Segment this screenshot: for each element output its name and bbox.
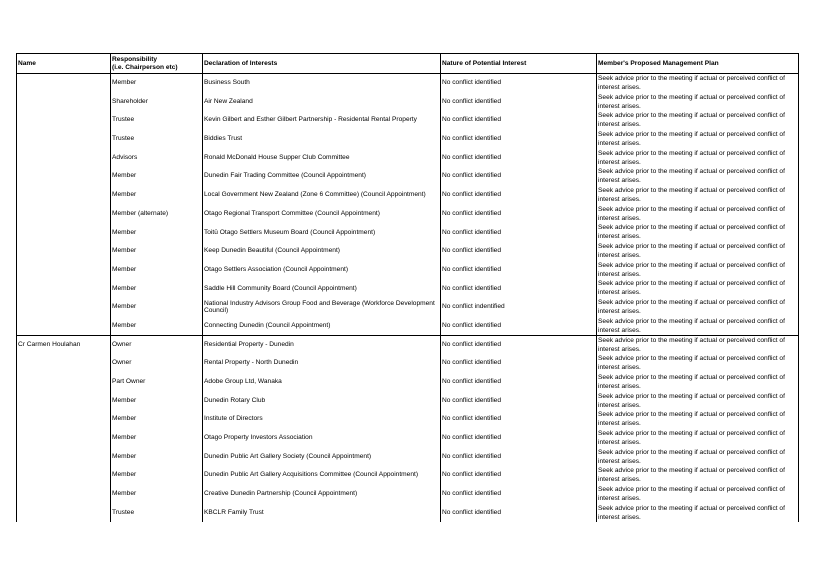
cell-plan: Seek advice prior to the meeting if actual or perceived conflict of interest arises. xyxy=(597,485,799,504)
cell-plan: Seek advice prior to the meeting if actual or perceived conflict of interest arises. xyxy=(597,130,799,149)
cell-plan: Seek advice prior to the meeting if actual or perceived conflict of interest arises. xyxy=(597,74,799,93)
cell-name xyxy=(17,111,111,130)
cell-name xyxy=(17,130,111,149)
cell-nature: No conflict identified xyxy=(441,391,597,410)
cell-plan: Seek advice prior to the meeting if actual or perceived conflict of interest arises. xyxy=(597,429,799,448)
cell-plan: Seek advice prior to the meeting if actual or perceived conflict of interest arises. xyxy=(597,373,799,392)
cell-name xyxy=(17,260,111,279)
cell-responsibility: Member xyxy=(111,429,203,448)
cell-name xyxy=(17,242,111,261)
cell-responsibility: Member xyxy=(111,391,203,410)
cell-nature: No conflict identified xyxy=(441,466,597,485)
header-row xyxy=(17,54,799,74)
cell-nature: No conflict identified xyxy=(441,335,597,354)
header-name: Name xyxy=(17,54,111,74)
cell-declaration: Air New Zealand xyxy=(203,92,441,111)
cell-plan: Seek advice prior to the meeting if actual or perceived conflict of interest arises. xyxy=(597,204,799,223)
table-row xyxy=(17,204,799,223)
cell-declaration: Otago Settlers Association (Council Appointment) xyxy=(203,260,441,279)
cell-plan: Seek advice prior to the meeting if actual or perceived conflict of interest arises. xyxy=(597,447,799,466)
cell-nature: No conflict identified xyxy=(441,485,597,504)
cell-nature: No conflict identified xyxy=(441,167,597,186)
table-row xyxy=(17,111,799,130)
table-row xyxy=(17,148,799,167)
cell-responsibility: Member xyxy=(111,410,203,429)
table-row xyxy=(17,74,799,93)
table-row xyxy=(17,335,799,354)
cell-nature: No conflict identified xyxy=(441,503,597,522)
table-row xyxy=(17,373,799,392)
cell-plan: Seek advice prior to the meeting if actual or perceived conflict of interest arises. xyxy=(597,242,799,261)
cell-plan: Seek advice prior to the meeting if actual or perceived conflict of interest arises. xyxy=(597,186,799,205)
cell-name xyxy=(17,447,111,466)
table-row xyxy=(17,316,799,335)
cell-declaration: Ronald McDonald House Supper Club Committee xyxy=(203,148,441,167)
cell-nature: No conflict identified xyxy=(441,111,597,130)
cell-plan: Seek advice prior to the meeting if actual or perceived conflict of interest arises. xyxy=(597,279,799,298)
cell-name xyxy=(17,503,111,522)
cell-responsibility: Member xyxy=(111,485,203,504)
cell-declaration: Dunedin Fair Trading Committee (Council Appointment) xyxy=(203,167,441,186)
cell-declaration: KBCLR Family Trust xyxy=(203,503,441,522)
cell-responsibility: Trustee xyxy=(111,503,203,522)
cell-declaration: Dunedin Public Art Gallery Acquisitions Committee (Council Appointment) xyxy=(203,466,441,485)
cell-responsibility: Member xyxy=(111,74,203,93)
cell-declaration: Connecting Dunedin (Council Appointment) xyxy=(203,316,441,335)
table-row xyxy=(17,167,799,186)
cell-plan: Seek advice prior to the meeting if actual or perceived conflict of interest arises. xyxy=(597,466,799,485)
cell-responsibility: Member xyxy=(111,242,203,261)
cell-name xyxy=(17,74,111,93)
cell-nature: No conflict identified xyxy=(441,354,597,373)
cell-responsibility: Member xyxy=(111,167,203,186)
cell-name xyxy=(17,316,111,335)
cell-nature: No conflict identified xyxy=(441,186,597,205)
cell-nature: No conflict identified xyxy=(441,74,597,93)
cell-plan: Seek advice prior to the meeting if actual or perceived conflict of interest arises. xyxy=(597,335,799,354)
table-row xyxy=(17,410,799,429)
cell-nature: No conflict identified xyxy=(441,242,597,261)
cell-declaration: Institute of Directors xyxy=(203,410,441,429)
table-row xyxy=(17,130,799,149)
cell-responsibility: Member xyxy=(111,316,203,335)
cell-name xyxy=(17,148,111,167)
cell-plan: Seek advice prior to the meeting if actual or perceived conflict of interest arises. xyxy=(597,410,799,429)
cell-nature: No conflict identified xyxy=(441,410,597,429)
cell-declaration: Local Government New Zealand (Zone 6 Committee) (Council Appointment) xyxy=(203,186,441,205)
table-row xyxy=(17,447,799,466)
cell-nature: No conflict identified xyxy=(441,148,597,167)
cell-name xyxy=(17,410,111,429)
cell-name xyxy=(17,429,111,448)
table-row xyxy=(17,354,799,373)
cell-plan: Seek advice prior to the meeting if actual or perceived conflict of interest arises. xyxy=(597,111,799,130)
table-row xyxy=(17,391,799,410)
cell-declaration: Saddle Hill Community Board (Council Appointment) xyxy=(203,279,441,298)
cell-name xyxy=(17,485,111,504)
interests-register-table xyxy=(16,53,799,522)
header-nature: Nature of Potential Interest xyxy=(441,54,597,74)
cell-name: Cr Carmen Houlahan xyxy=(17,335,111,354)
cell-responsibility: Member xyxy=(111,223,203,242)
cell-nature: No conflict identified xyxy=(441,260,597,279)
cell-declaration: Adobe Group Ltd, Wanaka xyxy=(203,373,441,392)
cell-plan: Seek advice prior to the meeting if actual or perceived conflict of interest arises. xyxy=(597,503,799,522)
cell-declaration: Keep Dunedin Beautiful (Council Appointment) xyxy=(203,242,441,261)
cell-nature: No conflict identified xyxy=(441,373,597,392)
cell-declaration: Kevin Gilbert and Esther Gilbert Partnership - Residental Rental Property xyxy=(203,111,441,130)
cell-responsibility: Member (alternate) xyxy=(111,204,203,223)
cell-responsibility: Owner xyxy=(111,354,203,373)
cell-plan: Seek advice prior to the meeting if actual or perceived conflict of interest arises. xyxy=(597,167,799,186)
table-row xyxy=(17,485,799,504)
cell-declaration: Creative Dunedin Partnership (Council Appointment) xyxy=(203,485,441,504)
table-row xyxy=(17,503,799,522)
table-row xyxy=(17,92,799,111)
cell-name xyxy=(17,223,111,242)
cell-nature: No conflict identified xyxy=(441,279,597,298)
cell-name xyxy=(17,186,111,205)
cell-responsibility: Member xyxy=(111,298,203,317)
cell-declaration: National Industry Advisors Group Food and Beverage (Workforce Development Council) xyxy=(203,298,441,317)
cell-nature: No conflict identified xyxy=(441,204,597,223)
cell-responsibility: Owner xyxy=(111,335,203,354)
cell-plan: Seek advice prior to the meeting if actual or perceived conflict of interest arises. xyxy=(597,148,799,167)
cell-plan: Seek advice prior to the meeting if actual or perceived conflict of interest arises. xyxy=(597,92,799,111)
cell-plan: Seek advice prior to the meeting if actual or perceived conflict of interest arises. xyxy=(597,260,799,279)
table-row xyxy=(17,429,799,448)
table-row xyxy=(17,223,799,242)
cell-plan: Seek advice prior to the meeting if actual or perceived conflict of interest arises. xyxy=(597,354,799,373)
cell-responsibility: Member xyxy=(111,260,203,279)
cell-plan: Seek advice prior to the meeting if actual or perceived conflict of interest arises. xyxy=(597,223,799,242)
header-declaration: Declaration of Interests xyxy=(203,54,441,74)
cell-responsibility: Member xyxy=(111,466,203,485)
cell-nature: No conflict identified xyxy=(441,130,597,149)
cell-name xyxy=(17,279,111,298)
header-responsibility: Responsibility (i.e. Chairperson etc) xyxy=(111,54,203,74)
cell-name xyxy=(17,92,111,111)
cell-name xyxy=(17,466,111,485)
table-row xyxy=(17,279,799,298)
cell-responsibility: Member xyxy=(111,279,203,298)
cell-nature: No conflict identified xyxy=(441,447,597,466)
cell-name xyxy=(17,354,111,373)
cell-plan: Seek advice prior to the meeting if actual or perceived conflict of interest arises. xyxy=(597,391,799,410)
table-row xyxy=(17,298,799,317)
cell-nature: No conflict identified xyxy=(441,316,597,335)
cell-declaration: Residential Property - Dunedin xyxy=(203,335,441,354)
cell-nature: No conflict identified xyxy=(441,429,597,448)
cell-declaration: Toitū Otago Settlers Museum Board (Council Appointment) xyxy=(203,223,441,242)
cell-plan: Seek advice prior to the meeting if actual or perceived conflict of interest arises. xyxy=(597,298,799,317)
cell-declaration: Dunedin Rotary Club xyxy=(203,391,441,410)
cell-responsibility: Part Owner xyxy=(111,373,203,392)
cell-declaration: Business South xyxy=(203,74,441,93)
cell-name xyxy=(17,204,111,223)
cell-nature: No conflict identified xyxy=(441,223,597,242)
cell-declaration: Dunedin Public Art Gallery Society (Council Appointment) xyxy=(203,447,441,466)
table-row xyxy=(17,242,799,261)
cell-responsibility: Member xyxy=(111,186,203,205)
cell-name xyxy=(17,167,111,186)
cell-nature: No conflict identified xyxy=(441,92,597,111)
table-row xyxy=(17,260,799,279)
cell-name xyxy=(17,373,111,392)
cell-plan: Seek advice prior to the meeting if actual or perceived conflict of interest arises. xyxy=(597,316,799,335)
cell-name xyxy=(17,391,111,410)
table-row xyxy=(17,186,799,205)
cell-responsibility: Member xyxy=(111,447,203,466)
cell-responsibility: Trustee xyxy=(111,111,203,130)
cell-responsibility: Advisors xyxy=(111,148,203,167)
cell-declaration: Otago Property Investors Association xyxy=(203,429,441,448)
cell-nature: No conflict indentified xyxy=(441,298,597,317)
cell-declaration: Biddies Trust xyxy=(203,130,441,149)
cell-declaration: Otago Regional Transport Committee (Council Appointment) xyxy=(203,204,441,223)
cell-responsibility: Shareholder xyxy=(111,92,203,111)
header-plan: Member's Proposed Management Plan xyxy=(597,54,799,74)
table-row xyxy=(17,466,799,485)
cell-declaration: Rental Property - North Dunedin xyxy=(203,354,441,373)
cell-responsibility: Trustee xyxy=(111,130,203,149)
cell-name xyxy=(17,298,111,317)
